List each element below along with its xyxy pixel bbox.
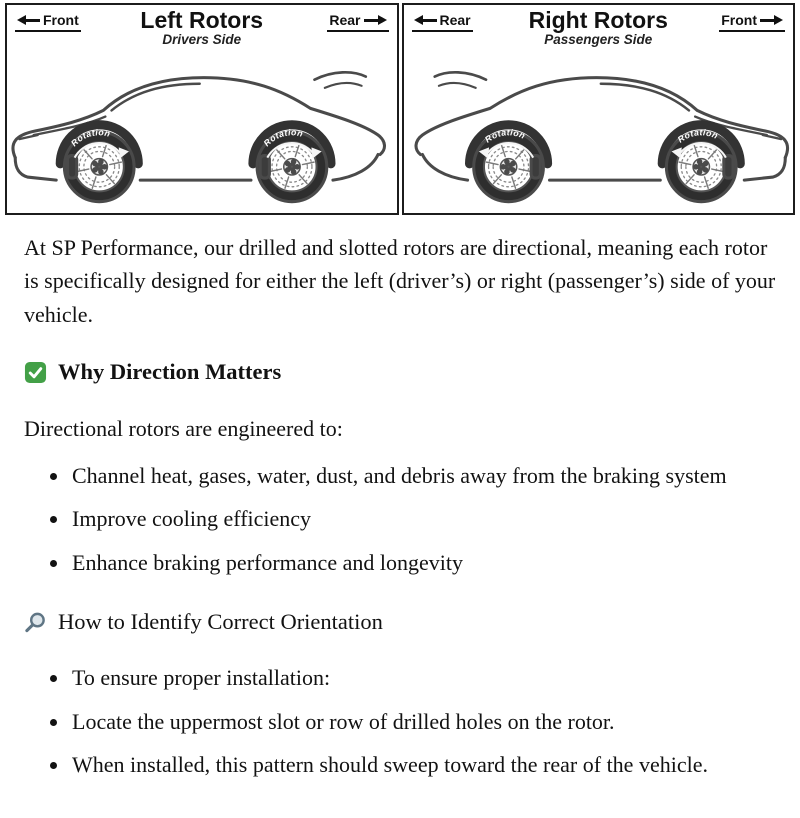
corner-label: Front bbox=[43, 12, 79, 28]
list-item: • To ensure proper installation: bbox=[70, 661, 776, 694]
arrow-right-icon bbox=[364, 15, 387, 25]
panel-subtitle: Passengers Side bbox=[544, 32, 653, 48]
rotation-label: Rotation bbox=[675, 127, 720, 145]
rear-direction-label bbox=[412, 12, 473, 32]
arrow-left-icon bbox=[414, 15, 437, 25]
left-rotors-panel bbox=[5, 3, 399, 215]
direction-benefits-list bbox=[24, 459, 776, 579]
article-body bbox=[0, 215, 800, 818]
intro-paragraph: At SP Performance, our drilled and slotted rotors are directional, meaning each rotor is specifically designed for either the left (driver’s) or right (passenger’s) side of your vehicle. bbox=[24, 235, 776, 327]
section-title: Why Direction Matters bbox=[58, 359, 282, 385]
car-illustration-left bbox=[7, 55, 397, 213]
front-direction-label bbox=[15, 12, 81, 32]
rear-direction-label bbox=[327, 12, 388, 32]
list-item: • Improve cooling efficiency bbox=[70, 502, 776, 535]
section-title: How to Identify Correct Orientation bbox=[58, 609, 383, 635]
corner-label: Rear bbox=[439, 12, 471, 28]
corner-label: Front bbox=[721, 12, 757, 28]
list-item: • When installed, this pattern should sweep toward the rear of the vehicle. bbox=[70, 748, 776, 781]
section-heading-orientation bbox=[24, 605, 776, 639]
corner-label: Rear bbox=[329, 12, 361, 28]
lead-paragraph: Directional rotors are engineered to: bbox=[24, 415, 343, 441]
list-item: • Channel heat, gases, water, dust, and debris away from the braking system bbox=[70, 459, 776, 492]
right-rotors-panel bbox=[402, 3, 796, 215]
panel-subtitle: Drivers Side bbox=[162, 32, 242, 48]
section-heading-direction bbox=[24, 355, 776, 389]
rotation-label: Rotation bbox=[482, 127, 527, 145]
rotor-direction-diagram bbox=[0, 0, 800, 215]
rotation-label: Rotation bbox=[68, 127, 112, 149]
rotation-label: Rotation bbox=[261, 127, 305, 149]
front-direction-label bbox=[719, 12, 785, 32]
orientation-steps-list bbox=[24, 661, 776, 781]
arrow-left-icon bbox=[17, 15, 40, 25]
panel-title: Left Rotors bbox=[140, 7, 264, 33]
arrow-right-icon bbox=[760, 15, 783, 25]
green-check-icon bbox=[24, 361, 47, 384]
car-illustration-right bbox=[404, 55, 794, 213]
magnifier-icon bbox=[24, 611, 47, 634]
list-item: • Locate the uppermost slot or row of drilled holes on the rotor. bbox=[70, 705, 776, 738]
panel-title: Right Rotors bbox=[528, 7, 668, 33]
list-item: • Enhance braking performance and longevity bbox=[70, 546, 776, 579]
